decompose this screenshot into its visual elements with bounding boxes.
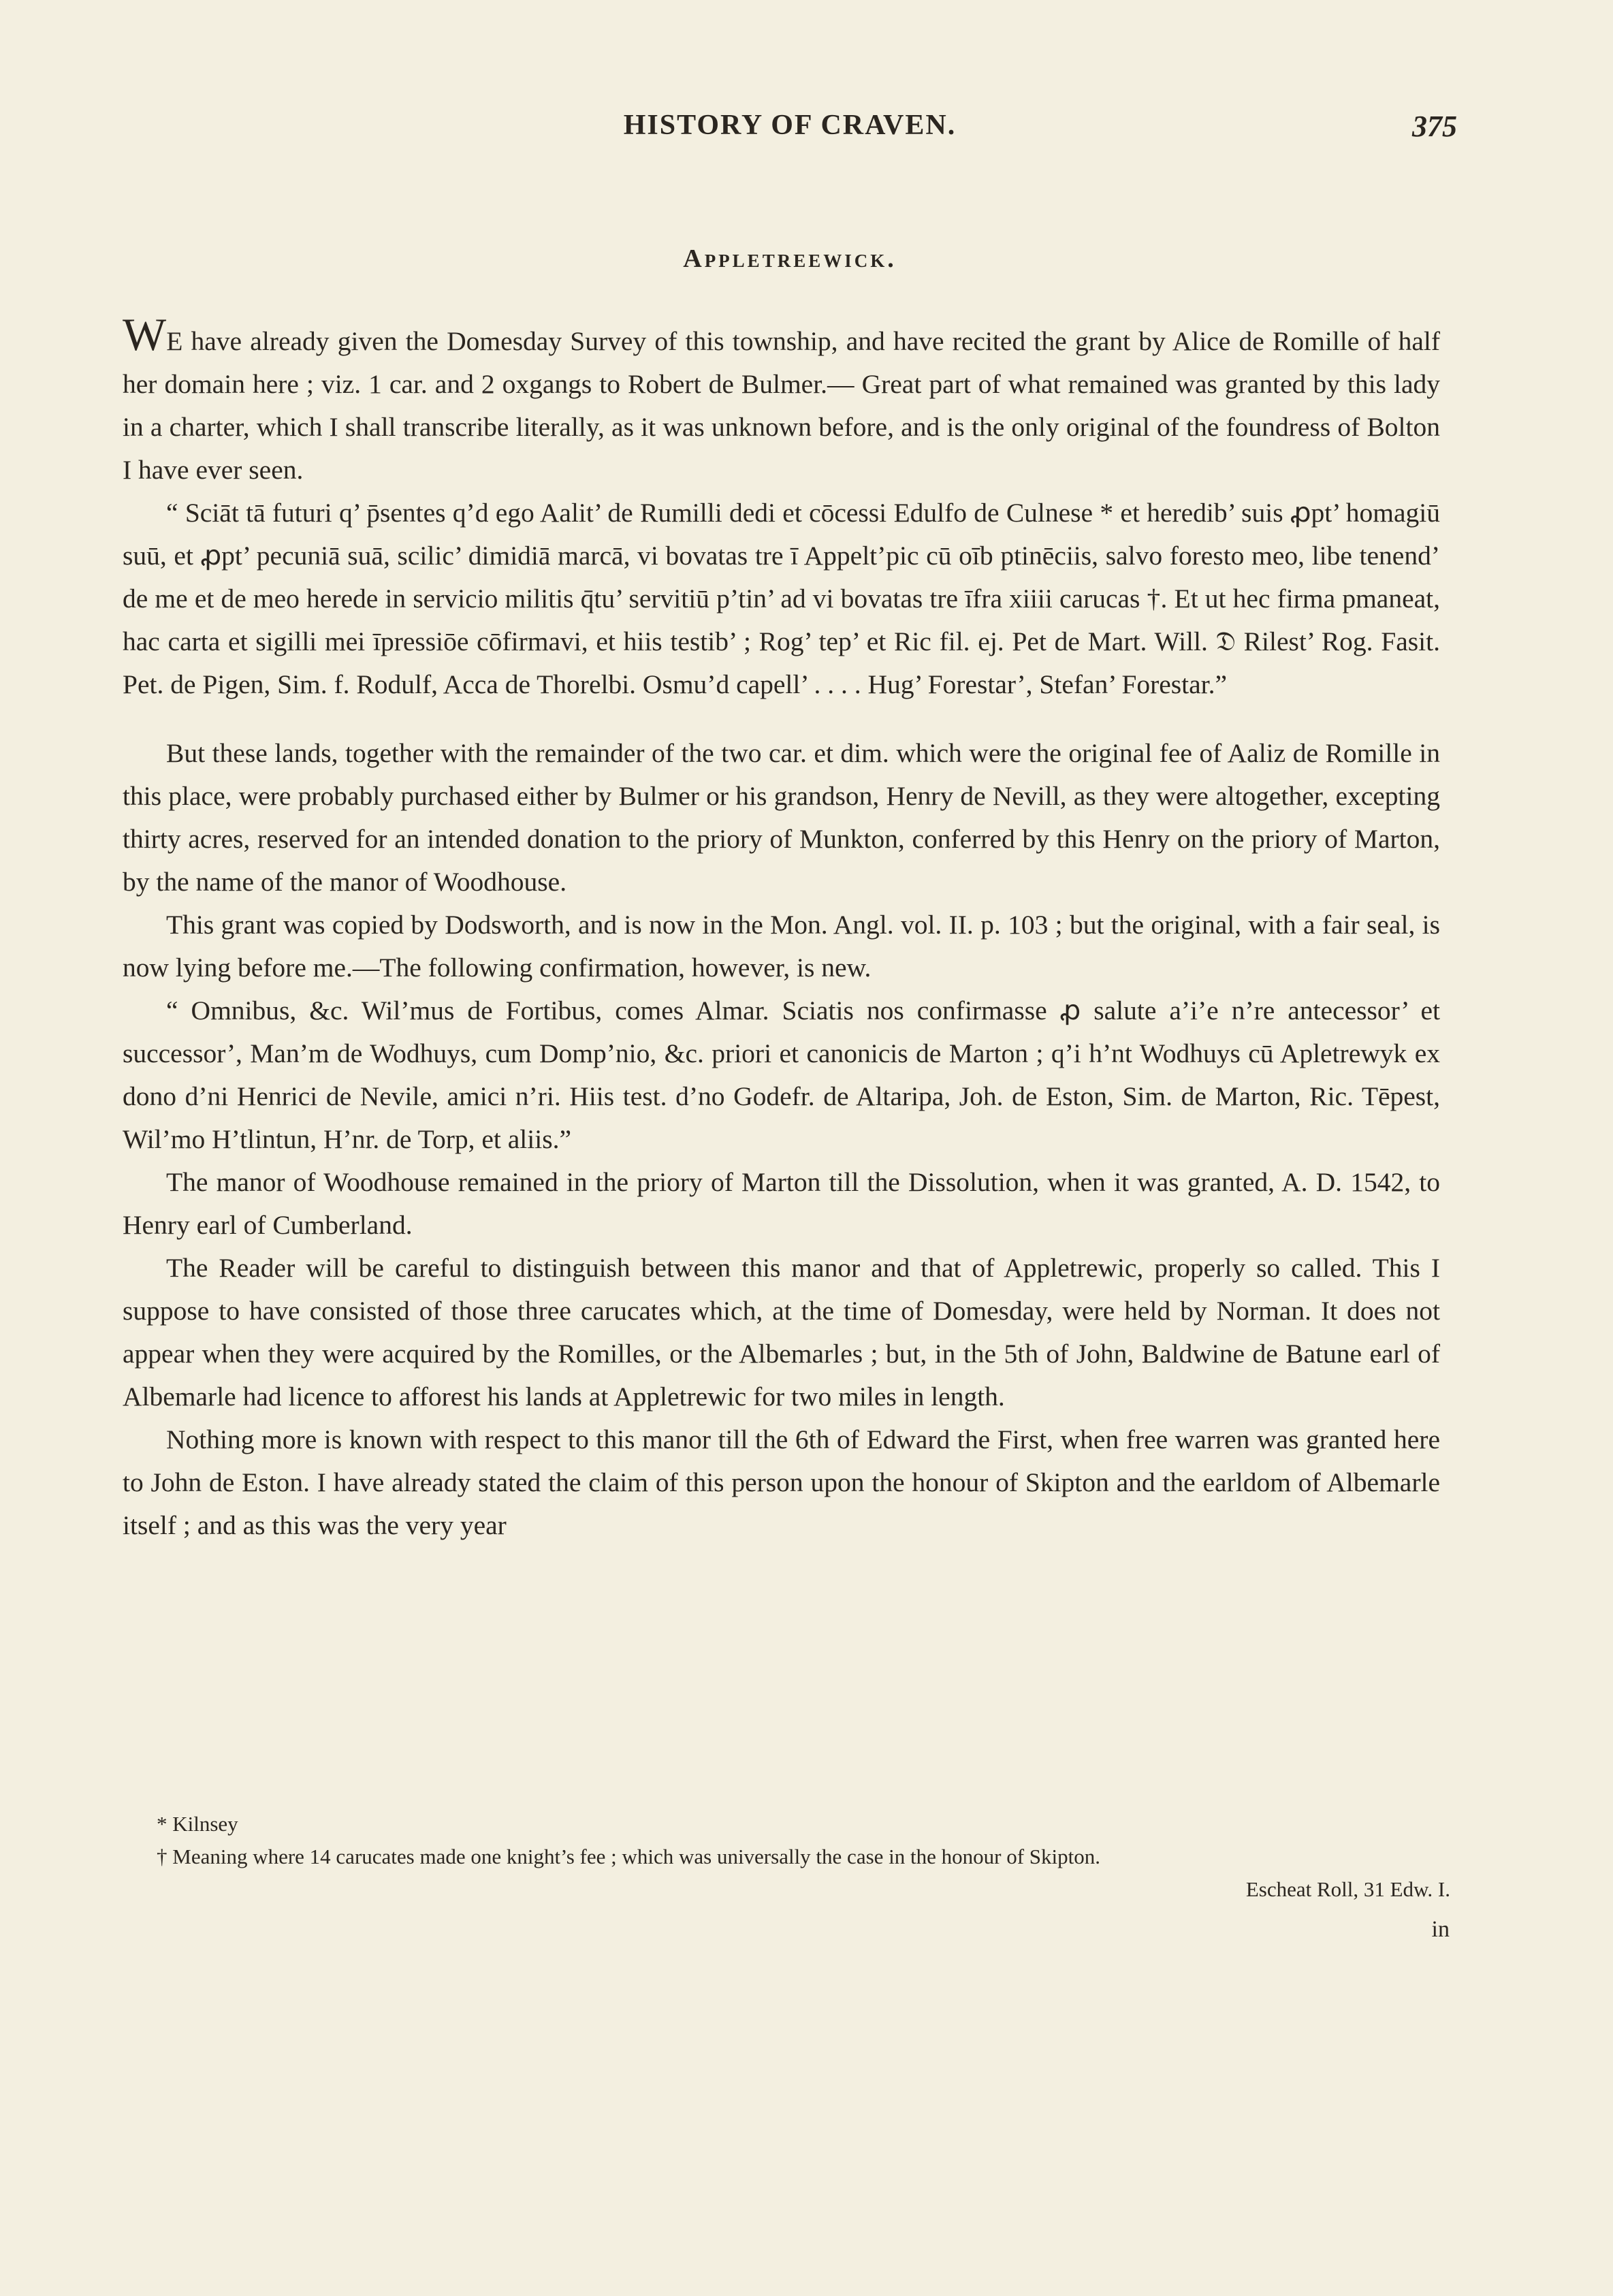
paragraph-6: The manor of Woodhouse remained in the priory of Marton till the Dissolution, when it was granted, A. D. 1542, to Henry earl of Cumberland. [123, 1167, 1440, 1240]
paragraph-8: Nothing more is known with respect to this manor till the 6th of Edward the First, when free warren was granted here to John de Eston. I have already stated the claim of this person upon the honour of Skipton and the earldom of Albemarle itself ; and as this was the very year [123, 1424, 1440, 1540]
running-head [123, 109, 1457, 150]
footnote-2: † Meaning where 14 carucates made one knight’s fee ; which was universally the case in the honour of Skipton. [157, 1845, 1100, 1868]
body-text [123, 308, 1440, 1547]
section-title: Appletreewick. [683, 244, 897, 273]
paragraph-1-text: E have already given the Domesday Survey of this township, and have recited the grant by Alice de Romille of half her domain here ; viz. 1 car. and 2 oxgangs to Robert de Bulmer.— Great part of what remained was granted by this lady in a charter, which I shall transcribe literally, as it was unknown before, and is the only original of the foundress of Bolton I have ever seen. [123, 326, 1440, 485]
charter-quote: “ Sciāt tā futuri q’ p̄sentes q’d ego Aalit’ de Rumilli dedi et cōcessi Edulfo de Culnese * et heredib’ suis ꝓpt’ homagiū suū, et ꝓpt’ pecuniā suā, scilic’ dimidiā marcā, vi bovatas tre ī Appelt’pic cū oīb ptinēciis, salvo foresto meo, libe tenend’ de me et de meo herede in servicio militis q̄tu’ servitiū p’tin’ ad vi bovatas tre īfra xiiii carucas †. Et ut hec firma pmaneat, hac carta et sigilli mei īpressiōe cōfirmavi, et hiis testib’ ; Rog’ tep’ et Ric fil. ej. Pet de Mart. Will. 𝔇 Rilest’ Rog. Fasit. Pet. de Pigen, Sim. f. Rodulf, Acca de Thorelbi. Osmu’d capell’ . . . . Hug’ Forestar’, Stefan’ Forestar.” [123, 498, 1440, 699]
footnote-2-source: Escheat Roll, 31 Edw. I. [1245, 1877, 1450, 1901]
footnote-1: * Kilnsey [157, 1812, 238, 1836]
paragraph-3: But these lands, together with the remainder of the two car. et dim. which were the original fee of Aaliz de Romille in this place, were probably purchased either by Bulmer or his grandson, Henry de Nevill, as they were altogether, excepting thirty acres, reserved for an intended donation to the priory of Munkton, conferred by this Henry on the priory of Marton, by the name of the manor of Woodhouse. [123, 738, 1440, 897]
footnotes [157, 1808, 1450, 1906]
catchword: in [1431, 1917, 1450, 1942]
drop-cap: W [123, 308, 167, 360]
running-title: HISTORY OF CRAVEN. [623, 110, 957, 141]
confirmation-quote: “ Omnibus, &c. Wil’mus de Fortibus, comes Almar. Sciatis nos confirmasse ꝓ salute a’i’e n’re antecessor’ et successor’, Man’m de Wodhuys, cum Domp’nio, &c. priori et canonicis de Marton ; q’i h’nt Wodhuys cū Apletrewyk ex dono d’ni Henrici de Nevile, amici n’ri. Hiis test. d’no Godefr. de Altaripa, Joh. de Eston, Sim. de Marton, Ric. Tēpest, Wil’mo H’tlintun, H’nr. de Torp, et aliis.” [123, 995, 1440, 1154]
paragraph-7: The Reader will be careful to distinguish between this manor and that of Appletrewic, properly so called. This I suppose to have consisted of those three carucates which, at the time of Domesday, were held by Norman. It does not appear when they were acquired by the Romilles, or the Albemarles ; but, in the 5th of John, Baldwine de Batune earl of Albemarle had licence to afforest his lands at Appletrewic for two miles in length. [123, 1253, 1440, 1412]
page-number: 375 [1412, 110, 1457, 143]
paragraph-4: This grant was copied by Dodsworth, and is now in the Mon. Angl. vol. II. p. 103 ; but the original, with a fair seal, is now lying before me.—The following confirmation, however, is new. [123, 910, 1440, 983]
paragraph-1 [123, 308, 1440, 492]
